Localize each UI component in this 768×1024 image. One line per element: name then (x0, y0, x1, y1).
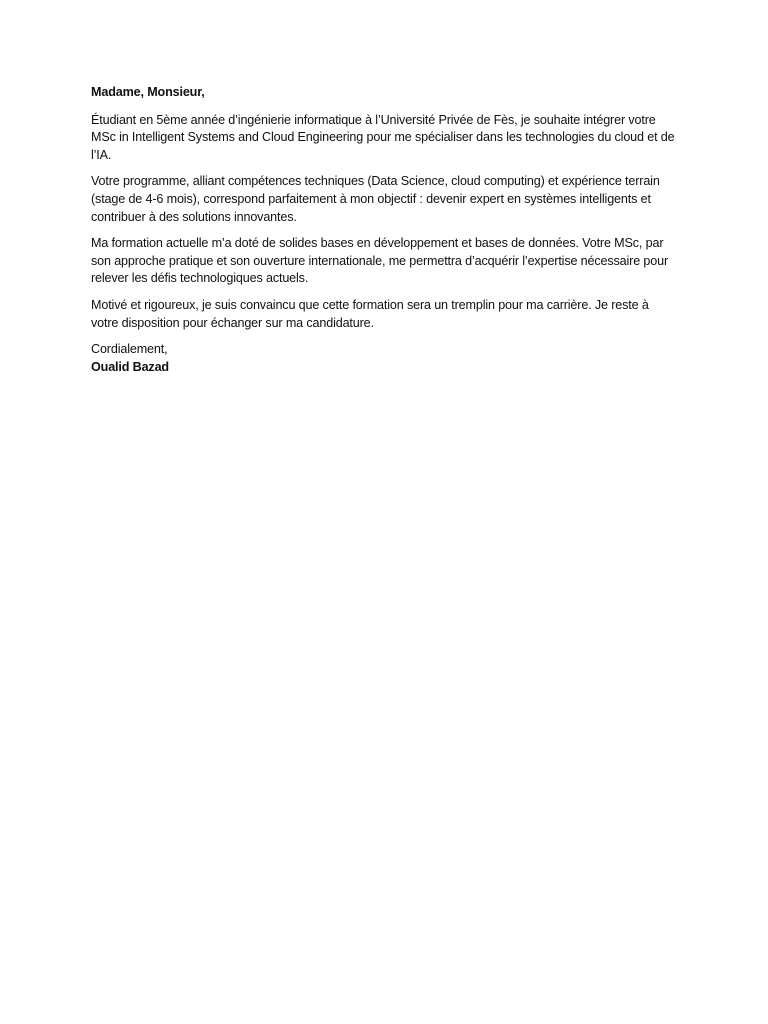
letter-paragraph: Ma formation actuelle m’a doté de solides bases en développement et bases de données. Votre MSc, par son approche pratique et son ouverture internationale, me permettra d’acquérir l’expertise nécessaire pour relever les défis technologiques actuels. (91, 236, 669, 286)
letter-paragraph: Motivé et rigoureux, je suis convaincu que cette formation sera un tremplin pour ma carrière. Je reste à votre disposition pour échanger sur ma candidature. (91, 297, 649, 330)
letter-body (91, 112, 678, 333)
letter-greeting: Madame, Monsieur, (91, 85, 205, 99)
letter-paragraph: Votre programme, alliant compétences techniques (Data Science, cloud computing) et expérience terrain (stage de 4-6 mois), correspond parfaitement à mon objectif : devenir expert en systèmes intelligents et contribuer à des solutions innovantes. (91, 174, 660, 224)
letter-paragraph: Étudiant en 5ème année d’ingénierie informatique à l’Université Privée de Fès, je souhaite intégrer votre MSc in Intelligent Systems and Cloud Engineering pour me spécialiser dans les technologies du cloud et de l’IA. (91, 112, 675, 162)
letter-signature: Oualid Bazad (91, 359, 169, 374)
letter-closing: Cordialement, (91, 342, 168, 357)
